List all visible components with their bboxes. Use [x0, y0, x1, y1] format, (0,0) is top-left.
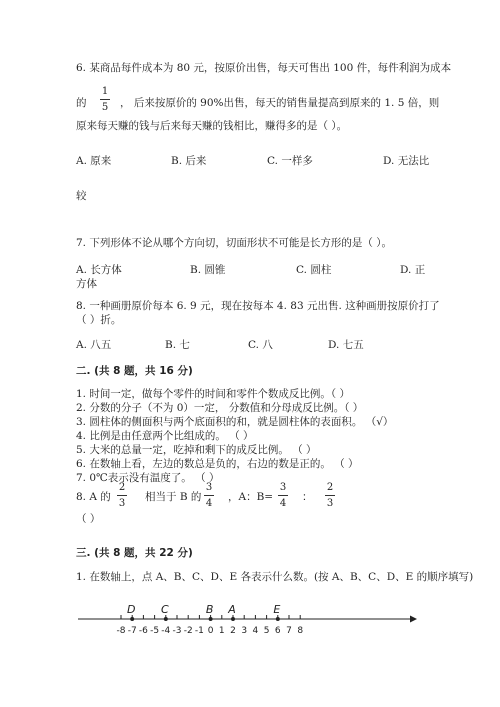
point-a-dot — [231, 617, 235, 621]
s2-q8-colon: ： — [302, 491, 313, 503]
q7-option-b: B. 圆锥 — [190, 264, 226, 276]
q6-option-b: B. 后来 — [171, 155, 207, 167]
point-e-label: E — [273, 603, 281, 616]
point-c-label: C — [160, 603, 169, 616]
frac3-denominator: 4 — [279, 498, 287, 509]
fraction-bar — [100, 99, 110, 100]
fraction-bar — [278, 495, 288, 496]
frac1-numerator: 2 — [118, 482, 126, 493]
s3-q1: 1. 在数轴上，点 A、B、C、D、E 各表示什么数。(按 A、B、C、D、E 的顺序填写) — [76, 571, 474, 583]
s2-item-5: 5. 大米的总量一定，吃掉和剩下的成反比例。 （ ） — [76, 444, 317, 456]
s2-item-7: 7. 0℃表示没有温度了。 （ ） — [76, 472, 220, 484]
s2-q8-middle: 相当于 B 的 — [145, 491, 202, 503]
fraction-bar — [117, 495, 127, 496]
frac1-denominator: 3 — [118, 498, 126, 509]
q6-option-a: A. 原来 — [76, 155, 112, 167]
section3-heading: 三. (共 8 题，共 22 分) — [76, 547, 193, 559]
q6-fraction-numerator: 1 — [101, 86, 109, 97]
frac4-denominator: 3 — [326, 498, 334, 509]
tick-label: -2 — [183, 626, 193, 636]
tick-label: 8 — [297, 626, 304, 636]
tick-label: -4 — [161, 626, 171, 636]
tick-label: 7 — [286, 626, 292, 636]
q6-line3: 原来每天赚的钱与后来每天赚的钱相比，赚得多的是（ ）。 — [76, 120, 348, 132]
point-b-dot — [209, 617, 213, 621]
tick-label: -8 — [116, 626, 126, 636]
section2-heading: 二. (共 8 题，共 16 分) — [76, 365, 193, 377]
s2-q8-frac4 — [325, 482, 335, 509]
s2-q8-frac1 — [117, 482, 127, 509]
s2-q8-frac3 — [278, 482, 288, 509]
s2-q8-frac2 — [204, 482, 214, 509]
s2-item-1: 1. 时间一定，做每个零件的时间和零件个数成反比例。（ ） — [76, 388, 350, 400]
s2-q8-prefix: 8. A 的 — [76, 491, 111, 503]
tick-label: 6 — [274, 626, 281, 636]
point-d-label: D — [126, 603, 136, 616]
point-b-label: B — [205, 603, 214, 616]
q6-line2-suffix: ， 后来按原价的 90%出售，每天的销售量提高到原来的 1. 5 倍，则 — [120, 97, 440, 109]
tick-label: 3 — [241, 626, 248, 636]
frac4-numerator: 2 — [326, 482, 334, 493]
tick-label: -5 — [150, 626, 160, 636]
tick-label: 4 — [252, 626, 259, 636]
s2-item-6: 6. 在数轴上看，左边的数总是负的，右边的数是正的。 （ ） — [76, 458, 359, 470]
q6-fraction-denominator: 5 — [101, 102, 109, 113]
q6-option-d-wrap: 较 — [76, 190, 87, 202]
s2-q8-answer: （ ） — [76, 513, 101, 525]
tick-label: 2 — [230, 626, 236, 636]
q6-option-d: D. 无法比 — [383, 155, 430, 167]
frac2-denominator: 4 — [205, 498, 213, 509]
q8-option-a: A. 八五 — [76, 339, 112, 351]
q8-option-b: B. 七 — [165, 339, 190, 351]
tick-label: -1 — [194, 626, 204, 636]
q6-fraction — [100, 86, 110, 113]
q8-option-d: D. 七五 — [328, 339, 364, 351]
s2-item-4: 4. 比例是由任意两个比组成的。 （ ） — [76, 430, 254, 442]
q6-option-c: C. 一样多 — [267, 155, 313, 167]
frac3-numerator: 3 — [279, 482, 287, 493]
q7-option-c: C. 圆柱 — [296, 264, 332, 276]
s2-item-2: 2. 分数的分子（不为 0）一定， 分数值和分母成反比例。（ ） — [76, 402, 364, 414]
point-a-label: A — [228, 603, 236, 616]
fraction-bar — [325, 495, 335, 496]
tick-label: -3 — [172, 626, 182, 636]
q7-option-a: A. 长方体 — [76, 264, 122, 276]
tick-label: -7 — [127, 626, 137, 636]
axis-arrow-icon — [410, 616, 417, 623]
q6-line2-prefix: 的 — [76, 97, 87, 109]
q8-line1: 8. 一种画册原价每本 6. 9 元，现在按每本 4. 83 元出售. 这种画册按原价打了 — [76, 300, 440, 312]
fraction-bar — [204, 495, 214, 496]
q7-option-a-wrap: 方体 — [76, 278, 97, 290]
q7-option-d: D. 正 — [400, 264, 426, 276]
point-e-dot — [276, 617, 280, 621]
s2-item-3: 3. 圆柱体的侧面积与两个底面积的和，就是圆柱体的表面积。 （√） — [76, 416, 394, 428]
point-c-dot — [164, 617, 168, 621]
number-line-tick-labels — [117, 626, 304, 636]
tick-label: 5 — [263, 626, 270, 636]
q6-line1: 6. 某商品每件成本为 80 元，按原价出售，每天可售出 100 件，每件利润为成本 — [76, 62, 452, 74]
number-line — [0, 600, 500, 660]
tick-label: 0 — [207, 626, 214, 636]
q8-line2: （ ）折。 — [76, 314, 122, 326]
tick-label: 1 — [218, 626, 225, 636]
point-d-dot — [130, 617, 134, 621]
frac2-numerator: 3 — [205, 482, 213, 493]
s2-q8-ratio-label: ，A：B= — [228, 491, 274, 503]
tick-label: -6 — [138, 626, 148, 636]
number-line-points — [127, 603, 280, 621]
q7-line1: 7. 下列形体不论从哪个方向切，切面形状不可能是长方形的是（ ）。 — [76, 237, 392, 249]
q8-option-c: C. 八 — [248, 339, 273, 351]
